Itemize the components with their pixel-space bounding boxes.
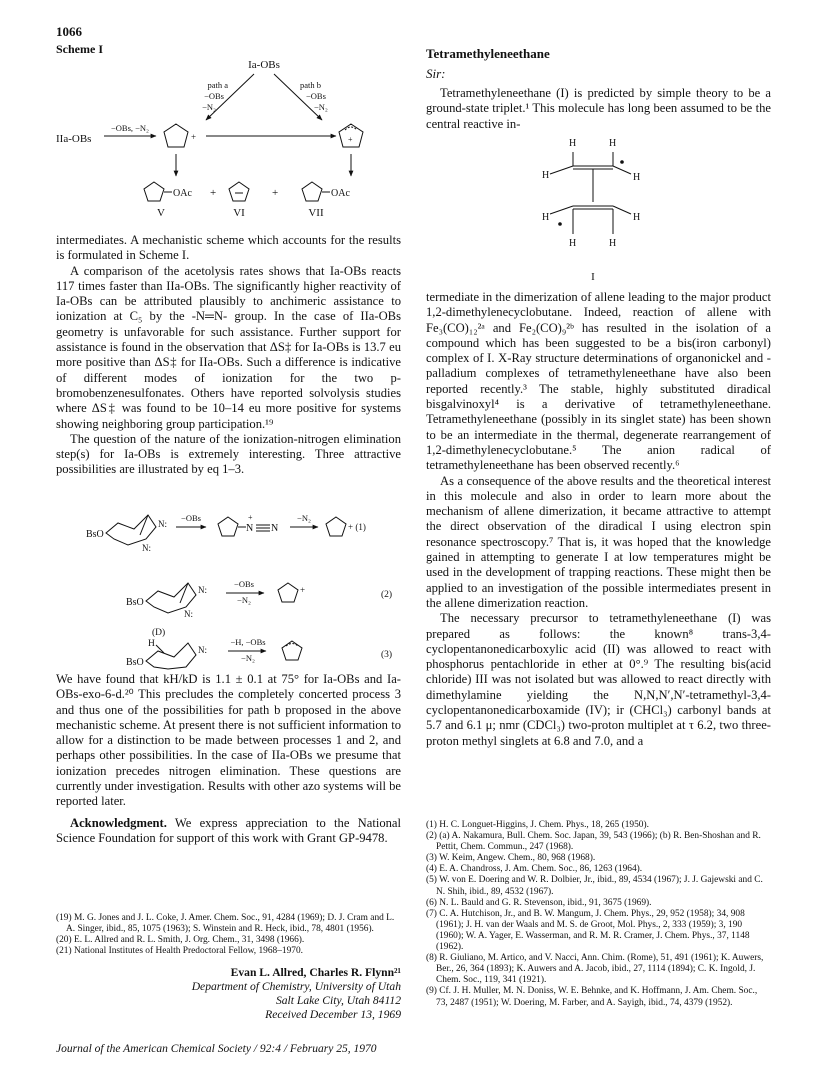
article-title: Tetramethyleneethane	[426, 46, 550, 61]
svg-text:+: +	[300, 585, 306, 595]
svg-text:BsO: BsO	[86, 529, 104, 540]
footnote: (3) W. Keim, Angew. Chem., 80, 968 (1968).	[426, 853, 596, 864]
svg-text:+: +	[191, 132, 197, 142]
scheme-top-label: Ia-OBs	[248, 59, 280, 71]
svg-text:OAc: OAc	[173, 188, 192, 199]
salutation: Sir:	[426, 66, 446, 81]
left-paragraph-4: We have found that kH/kD is 1.1 ± 0.1 at 75° for Ia-OBs and Ia-OBs-exo-6-d.²⁰ This precludes the completely concerted process 3 and thus one of the possibilities for path b proposed in the above mechanistic scheme. At present there is not sufficient information to allow for a distinction to be made between processes 1 and 2, and perhaps other possibilities. In the case of IIa-OBs we presume that ionization precedes nitrogen elimination. These questions are currently under investigation. Results with other azo systems will be reported later.	[56, 672, 401, 809]
svg-text:H: H	[148, 639, 155, 649]
svg-text:+ (1): + (1)	[348, 522, 366, 532]
affiliation: Department of Chemistry, University of Utah	[191, 980, 401, 993]
svg-text:N:: N:	[142, 543, 151, 553]
path-b-label: path b	[300, 80, 322, 90]
left-paragraph-2: A comparison of the acetolysis rates shows that Ia-OBs reacts 117 times faster than IIa-OBs. The significantly higher reactivity of Ia-OBs can be attributed plausibly to anchimeric assistance to ionization at C₅ by the -N═N- group. In the case of IIa-OBs geometry is unfavorable for such assistance. Further support for assistance is found in the observation that ΔS‡ for Ia-OBs is 13.7 eu more positive than ΔS‡ for IIa-OBs. Such a difference is indicative of different modes of ionization for the two p-bromobenzenesulfonates. Others have reported solvolysis studies where ΔS‡ was found to be 10–14 eu more positive for systems showing neighboring group participation.¹⁹	[56, 263, 401, 431]
scheme-diagram	[56, 58, 406, 220]
footnote: (5) W. von E. Doering and W. R. Dolbier, Jr., ibid., 89, 4534 (1967); J. J. Gajewski and C. N. Shih, ibid., 89, 4532 (1967).	[426, 875, 763, 897]
svg-text:−N₂: −N₂	[237, 595, 251, 605]
svg-text:H: H	[569, 138, 577, 149]
left-footnotes	[56, 913, 401, 957]
svg-text:H: H	[609, 238, 617, 249]
svg-text:H: H	[633, 172, 641, 183]
footnote: (19) M. G. Jones and J. L. Coke, J. Amer. Chem. Soc., 91, 4284 (1969); D. J. Cram and L. A. Singer, ibid., 85, 1075 (1963); S. Winstein and R. Heck, ibid., 78, 4801 (1956).	[56, 913, 395, 935]
equations-diagram	[56, 505, 406, 670]
footnote: (2) (a) A. Nakamura, Bull. Chem. Soc. Japan, 39, 543 (1966); (b) R. Ben-Shoshan and R. Pettit, Chem. Commun., 247 (1968).	[426, 831, 761, 853]
author-names: Evan L. Allred, Charles R. Flynn²¹	[230, 966, 401, 979]
footnote: (4) E. A. Chandross, J. Am. Chem. Soc., 86, 1263 (1964).	[426, 864, 643, 875]
left-column-body	[56, 233, 401, 478]
footnote: (9) Cf. J. H. Muller, M. N. Doniss, W. E. Behnke, and K. Hoffmann, J. Am. Chem. Soc., 73, 2487 (1951); W. Doering, M. Farber, and A. Sayigh, ibid., 74, 4379 (1952).	[426, 986, 758, 1008]
svg-text:−N₂: −N₂	[202, 102, 216, 112]
scheme-label: Scheme I	[56, 42, 103, 56]
svg-text:N:: N:	[158, 519, 167, 529]
structure-label: I	[591, 271, 595, 283]
svg-text:(3): (3)	[381, 650, 393, 660]
right-paragraph-2: termediate in the dimerization of allene leading to the major product 1,2-dimethylenecyclobutane. Indeed, reaction of allene with Fe₃(CO)₁₂²ᵃ and Fe₂(CO)₉²ᵇ has resulted in the isolation of a compound which has been suggested to be a bis(iron carbonyl) complex of I. X-Ray structure determinations of organonickel and -palladium complexes of tetramethyleneethane have also been reported recently.³ The stable, highly substituted diradical bisgalvinoxyl⁴ is a derivative of tetramethyleneethane. Tetramethyleneethane (possibly in its singlet state) has been shown to be an intermediate in the thermal, degenerate rearrangement of 1,2-dimethylenecyclobutane.⁵ The anion radical of tetramethyleneethane has been observed recently.⁶	[426, 290, 771, 473]
svg-text:+: +	[248, 513, 253, 522]
left-paragraph-1: intermediates. A mechanistic scheme which accounts for the results is formulated in Scheme I.	[56, 233, 401, 263]
journal-footer: Journal of the American Chemical Society / 92:4 / February 25, 1970	[56, 1043, 377, 1055]
footnote: (21) National Institutes of Health Predoctoral Fellow, 1968–1970.	[56, 946, 303, 957]
path-a-label: path a	[207, 80, 228, 90]
right-paragraph-4: The necessary precursor to tetramethyleneethane (I) was prepared as follows: the known⁸ trans-3,4-cyclopentanonedicarboxylic acid (II) was allowed to react with phosphorus pentachloride in ether at 0°.⁹ The resulting bis(acid chloride) III was not isolated but was allowed to react directly with dimethylamine yielding the N,N,N′,N′-tetramethyl-3,4-cyclopentanonedicarboxamide (IV); ir (CHCl₃) carbonyl bands at 5.7 and 6.1 μ; nmr (CDCl₃) two-proton multiplet at τ 6.2, two three-proton methyl singlets at 6.8 and 7.0, and a	[426, 611, 771, 748]
svg-text:+: +	[210, 187, 217, 199]
structure-i	[536, 134, 656, 284]
label-vi: VI	[233, 207, 245, 219]
svg-text:+: +	[348, 135, 353, 144]
right-footnotes	[426, 820, 771, 1009]
svg-text:N: N	[271, 523, 279, 534]
svg-text:BsO: BsO	[126, 657, 144, 668]
footnote: (6) N. L. Bauld and G. R. Stevenson, ibid., 91, 3675 (1969).	[426, 897, 652, 908]
svg-text:−OBs: −OBs	[306, 91, 326, 101]
city: Salt Lake City, Utah 84112	[275, 994, 401, 1007]
footnote: (8) R. Giuliano, M. Artico, and V. Nacci, Ann. Chim. (Rome), 51, 491 (1961); K. Auwers, Ber., 26, 364 (1893); K. Auwers and A. Jacob, ibid., 27, 1114 (1894); C. K. Ingold, J. Chem. Soc., 119, 341 (1921).	[426, 953, 764, 986]
svg-text:H: H	[542, 212, 550, 223]
footnote: (1) H. C. Longuet-Higgins, J. Chem. Phys., 18, 265 (1950).	[426, 820, 649, 830]
signature-block	[56, 966, 401, 1022]
label-v: V	[157, 207, 165, 219]
svg-text:−H, −OBs: −H, −OBs	[230, 637, 266, 647]
page-number: 1066	[56, 24, 82, 39]
label-vii: VII	[308, 207, 324, 219]
left-column-body-2	[56, 672, 401, 846]
svg-text:−N₂: −N₂	[241, 653, 255, 663]
svg-text:−N₂: −N₂	[314, 102, 328, 112]
svg-text:H: H	[542, 170, 550, 181]
svg-text:H: H	[609, 138, 617, 149]
right-column-intro	[426, 86, 771, 132]
right-paragraph-1: Tetramethyleneethane (I) is predicted by simple theory to be a ground-state triplet.¹ This molecule has long been assumed to be the central reactive in-	[426, 86, 771, 131]
svg-text:N: N	[246, 523, 254, 534]
svg-text:N:: N:	[198, 585, 207, 595]
svg-text:N:: N:	[198, 645, 207, 655]
svg-text:−OBs: −OBs	[234, 579, 254, 589]
footnote: (7) C. A. Hutchison, Jr., and B. W. Mangum, J. Chem. Phys., 29, 952 (1958); 34, 908 (1961); J. H. van der Waals and M. S. de Groot, Mol. Phys., 2, 333 (1959); 3, 190 (1960); W. A. Yager, E. Wasserman, and R. M. R. Cramer, J. Chem. Phys., 37, 1148 (1962).	[426, 908, 750, 953]
right-column-body	[426, 290, 771, 749]
svg-text:(D): (D)	[152, 628, 166, 638]
svg-text:H: H	[633, 212, 641, 223]
left-paragraph-3: The question of the nature of the ionization-nitrogen elimination step(s) for Ia-OBs is extremely interesting. Three attractive possibilities are illustrated by eq 1–3.	[56, 431, 401, 477]
svg-text:BsO: BsO	[126, 597, 144, 608]
svg-text:−OBs: −OBs	[181, 513, 201, 523]
svg-text:N:: N:	[184, 609, 193, 619]
svg-text:(2): (2)	[381, 590, 393, 600]
received-date: Received December 13, 1969	[265, 1008, 401, 1021]
svg-text:−N₂: −N₂	[297, 513, 311, 523]
svg-text:−OBs: −OBs	[204, 91, 224, 101]
acknowledgment: Acknowledgment. We express appreciation to the National Science Foundation for support of this work with Grant GP-9478.	[56, 815, 402, 845]
right-paragraph-3: As a consequence of the above results and the theoretical interest in this molecule and also in order to learn more about the mechanism of allene dimerization, it became attractive to attempt the direct observation of the diradical I using electron spin resonance spectroscopy.⁷ That is, it was hoped that the knowledge gained in attempting to generate I at low temperatures might be used in the development of trapping reactions. These might then be applied to an investigation of the possible intermediates present in the allene dimerization reaction.	[426, 473, 771, 610]
svg-text:−OBs, −N₂: −OBs, −N₂	[110, 123, 150, 133]
svg-text:+: +	[272, 187, 279, 199]
footnote: (20) E. L. Allred and R. L. Smith, J. Org. Chem., 31, 3498 (1966).	[56, 935, 305, 946]
svg-text:OAc: OAc	[331, 188, 350, 199]
svg-text:H: H	[569, 238, 577, 249]
scheme-start-label: IIa-OBs	[56, 133, 92, 145]
